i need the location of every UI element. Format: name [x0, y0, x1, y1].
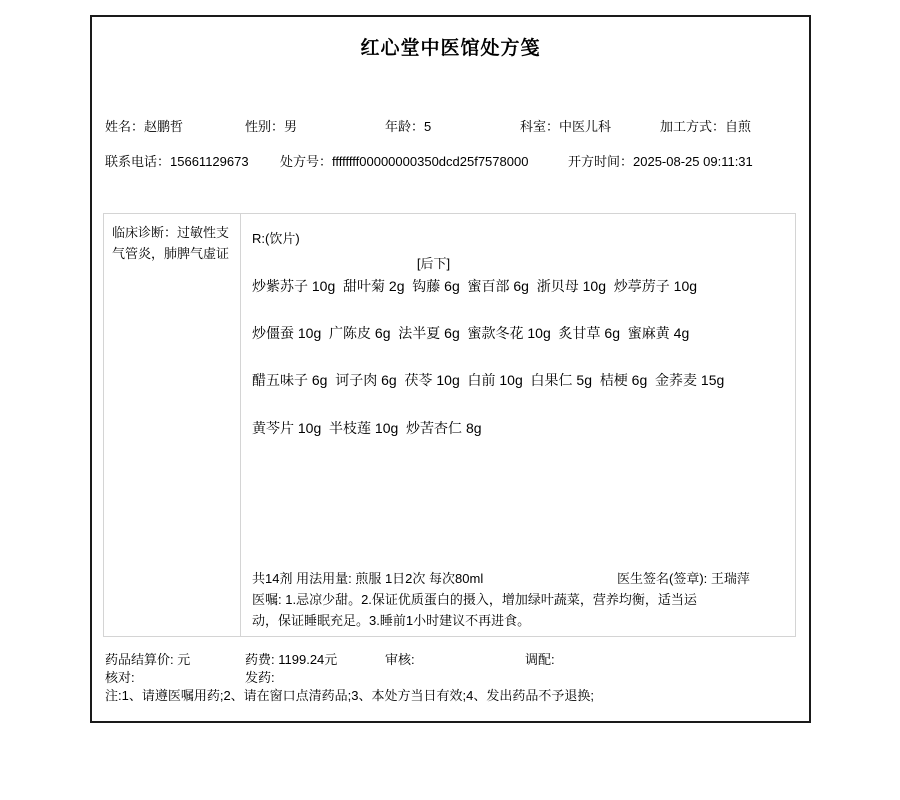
- prescription-body: [103, 213, 796, 637]
- medical-advice: 医嘱: 1.忌凉少甜。2.保证优质蛋白的摄入，增加绿叶蔬菜，营养均衡，适当运动，保证睡眠充足。3.睡前1小时建议不再进食。: [252, 592, 697, 628]
- department-value: 中医儿科: [559, 119, 612, 134]
- dispense-label: 发药:: [245, 670, 275, 685]
- medicine-line: 炒紫苏子 10g 甜叶菊 2g 钩藤 6g 蜜百部 6g 浙贝母 10g 炒葶苈子 10g: [252, 278, 698, 294]
- dispense-prep-field: [525, 649, 555, 668]
- medicine-fee-label: 药费:: [245, 652, 275, 667]
- patient-age-label: 年龄：: [385, 119, 425, 134]
- footer-note: 注:1、请遵医嘱用药;2、请在窗口点清药品;3、本处方当日有效;4、发出药品不予退换;: [105, 688, 594, 703]
- medicine-line: 炒僵蚕 10g 广陈皮 6g 法半夏 6g 蜜款冬花 10g 炙甘草 6g 蜜麻黄 4g: [252, 325, 690, 341]
- usage-label: 用法用量:: [296, 571, 352, 586]
- patient-gender-label: 性别：: [245, 119, 285, 134]
- processing-method-label: 加工方式：: [660, 119, 726, 134]
- review-field: [385, 649, 415, 668]
- settlement-price-label: 药品结算价:: [105, 652, 174, 667]
- settlement-price-value: 元: [177, 652, 191, 667]
- medicine-fee-value: 1199.24元: [278, 652, 338, 667]
- patient-name-field: [105, 116, 183, 135]
- phone-field: [105, 151, 249, 170]
- clinical-diagnosis: [104, 214, 241, 636]
- medicine-fee-field: [245, 649, 337, 668]
- total-doses: 共14剂: [252, 571, 293, 586]
- medicine-line: 醋五味子 6g 诃子肉 6g 茯苓 10g 白前 10g 白果仁 5g 桔梗 6g 金荞麦 15g: [252, 372, 725, 388]
- usage-line: [252, 568, 483, 587]
- doctor-signature: [617, 568, 750, 587]
- patient-age-value: 5: [424, 119, 432, 134]
- prescribe-time-label: 开方时间：: [568, 154, 634, 169]
- prescription-number-value: ffffffff00000000350dcd25f7578000: [332, 154, 529, 169]
- rx-column: [241, 214, 795, 636]
- usage-value: 煎服 1日2次 每次80ml: [355, 571, 484, 586]
- review-label: 审核:: [385, 652, 415, 667]
- patient-age-field: [385, 116, 431, 135]
- patient-name-value: 赵鹏哲: [144, 119, 184, 134]
- patient-name-label: 姓名：: [105, 119, 145, 134]
- decoction-note: [后下]: [416, 256, 451, 271]
- dispense-field: [245, 667, 275, 686]
- diagnosis-label: 临床诊断：: [112, 225, 178, 240]
- doctor-name: 王瑞萍: [710, 571, 750, 586]
- phone-value: 15661129673: [170, 154, 249, 169]
- phone-label: 联系电话：: [105, 154, 171, 169]
- processing-method-value: 自煎: [725, 119, 752, 134]
- prescribe-time-field: [568, 151, 753, 170]
- department-field: [520, 116, 611, 135]
- medicine-line: 黄芩片 10g 半枝莲 10g 炒苦杏仁 8g: [252, 420, 482, 436]
- rx-header: R:(饮片): [252, 231, 300, 246]
- settlement-price-field: [105, 649, 190, 668]
- doctor-signature-label: 医生签名(签章):: [617, 571, 708, 586]
- check-label: 核对:: [105, 670, 135, 685]
- prescription-number-field: [280, 151, 528, 170]
- dispense-prep-label: 调配:: [525, 652, 555, 667]
- prescription-sheet: [90, 15, 811, 723]
- diagnosis-value: 过敏性支气管炎，肺脾气虚证: [112, 225, 230, 261]
- prescribe-time-value: 2025-08-25 09:11:31: [633, 154, 753, 169]
- patient-gender-field: [245, 116, 297, 135]
- page-title: 红心堂中医馆处方笺: [360, 38, 541, 59]
- check-field: [105, 667, 135, 686]
- patient-gender-value: 男: [284, 119, 298, 134]
- processing-method-field: [660, 116, 751, 135]
- department-label: 科室：: [520, 119, 560, 134]
- prescription-number-label: 处方号：: [280, 154, 333, 169]
